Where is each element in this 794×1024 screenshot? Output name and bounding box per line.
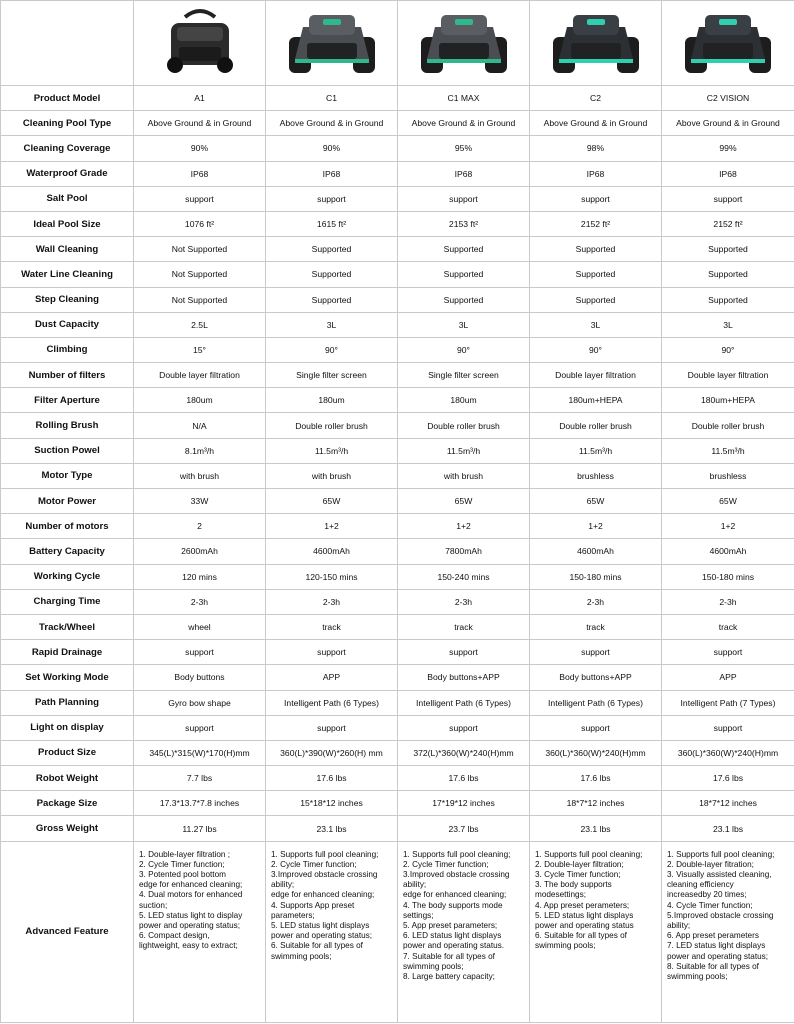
value-cell: track bbox=[398, 614, 530, 639]
feature-line: 3. Cycle Timer function; bbox=[535, 870, 621, 880]
value-cell: 23.7 lbs bbox=[398, 816, 530, 841]
row-battery-capacity bbox=[1, 539, 794, 564]
row-label: Dust Capacity bbox=[1, 312, 134, 337]
value-cell: Supported bbox=[266, 287, 398, 312]
row-label: Cleaning Coverage bbox=[1, 136, 134, 161]
value-cell: APP bbox=[266, 665, 398, 690]
value-cell: 1615 ft² bbox=[266, 211, 398, 236]
row-step-cleaning bbox=[1, 287, 794, 312]
value-cell: Body buttons bbox=[134, 665, 266, 690]
value-cell: support bbox=[398, 186, 530, 211]
value-cell: Double layer filtration bbox=[662, 363, 794, 388]
value-cell: 90° bbox=[398, 337, 530, 362]
row-rolling-brush bbox=[1, 413, 794, 438]
row-path-planning bbox=[1, 690, 794, 715]
value-cell: support bbox=[134, 715, 266, 740]
feature-line: 1. Double-layer filtration ; bbox=[139, 849, 231, 859]
value-cell: 90° bbox=[662, 337, 794, 362]
feature-line: 6. Compact design, bbox=[139, 931, 210, 941]
feature-line: ability; bbox=[271, 880, 295, 890]
value-cell: Intelligent Path (7 Types) bbox=[662, 690, 794, 715]
pool-robot-c1max-icon bbox=[409, 3, 519, 83]
feature-line: 8. Large battery capacity; bbox=[403, 972, 495, 982]
row-cleaning-pool-type bbox=[1, 111, 794, 136]
value-cell: 11.5m³/h bbox=[662, 438, 794, 463]
row-label: Advanced Feature bbox=[1, 841, 134, 1022]
row-ideal-pool-size bbox=[1, 211, 794, 236]
value-cell: 2152 ft² bbox=[530, 211, 662, 236]
feature-line: 7. LED status light displays bbox=[667, 941, 766, 951]
row-label: Product Size bbox=[1, 740, 134, 765]
pool-robot-c2vision-icon bbox=[673, 3, 783, 83]
product-image-cell bbox=[266, 1, 398, 86]
value-cell: 90% bbox=[266, 136, 398, 161]
value-cell: support bbox=[134, 186, 266, 211]
value-cell: Double roller brush bbox=[266, 413, 398, 438]
value-cell: 2.5L bbox=[134, 312, 266, 337]
value-cell: 17.6 lbs bbox=[662, 766, 794, 791]
value-cell: with brush bbox=[134, 463, 266, 488]
value-cell: Intelligent Path (6 Types) bbox=[398, 690, 530, 715]
row-climbing bbox=[1, 337, 794, 362]
value-cell: 95% bbox=[398, 136, 530, 161]
row-number-of-motors bbox=[1, 514, 794, 539]
row-label: Light on display bbox=[1, 715, 134, 740]
feature-line: 4. App preset perameters; bbox=[535, 900, 630, 910]
feature-line: 4. Supports App preset bbox=[271, 900, 355, 910]
value-cell: Supported bbox=[662, 262, 794, 287]
row-label: Track/Wheel bbox=[1, 614, 134, 639]
value-cell: 2-3h bbox=[530, 589, 662, 614]
row-label: Climbing bbox=[1, 337, 134, 362]
value-cell: Double roller brush bbox=[398, 413, 530, 438]
value-cell: 180um bbox=[266, 388, 398, 413]
row-label: Step Cleaning bbox=[1, 287, 134, 312]
value-cell: Intelligent Path (6 Types) bbox=[266, 690, 398, 715]
feature-line: swimming pools; bbox=[403, 961, 464, 971]
value-cell: 17.6 lbs bbox=[266, 766, 398, 791]
feature-line: edge for enhanced cleaning; bbox=[139, 880, 243, 890]
feature-line: 3.Improved obstacle crossing bbox=[271, 870, 378, 880]
row-label: Number of motors bbox=[1, 514, 134, 539]
value-cell: Supported bbox=[398, 287, 530, 312]
feature-line: 3. Potented pool bottom bbox=[139, 870, 226, 880]
value-cell: IP68 bbox=[266, 161, 398, 186]
value-cell: Above Ground & in Ground bbox=[134, 111, 266, 136]
feature-line: cleaning efficiency bbox=[667, 880, 734, 890]
product-image-cell bbox=[398, 1, 530, 86]
feature-line: edge for enhanced cleaning; bbox=[271, 890, 375, 900]
product-image-cell bbox=[134, 1, 266, 86]
advanced-feature-cell bbox=[134, 841, 266, 1022]
feature-line: power and operating status; bbox=[667, 951, 769, 961]
value-cell: track bbox=[530, 614, 662, 639]
row-motor-power bbox=[1, 489, 794, 514]
value-cell: support bbox=[662, 640, 794, 665]
value-cell: Supported bbox=[398, 237, 530, 262]
value-cell: 360(L)*390(W)*260(H) mm bbox=[266, 740, 398, 765]
row-set-working-mode bbox=[1, 665, 794, 690]
value-cell: track bbox=[662, 614, 794, 639]
value-cell: support bbox=[266, 186, 398, 211]
feature-line: settings; bbox=[403, 910, 434, 920]
value-cell: 1+2 bbox=[266, 514, 398, 539]
value-cell: Not Supported bbox=[134, 262, 266, 287]
value-cell: 65W bbox=[398, 489, 530, 514]
pool-robot-c1-icon bbox=[277, 3, 387, 83]
row-cleaning-coverage bbox=[1, 136, 794, 161]
feature-line: modesettings; bbox=[535, 890, 586, 900]
row-number-of-filters bbox=[1, 363, 794, 388]
value-cell: IP68 bbox=[530, 161, 662, 186]
value-cell: C1 bbox=[266, 86, 398, 111]
value-cell: 180um+HEPA bbox=[662, 388, 794, 413]
advanced-feature-cell bbox=[266, 841, 398, 1022]
value-cell: 120 mins bbox=[134, 564, 266, 589]
value-cell: 150-240 mins bbox=[398, 564, 530, 589]
value-cell: 372(L)*360(W)*240(H)mm bbox=[398, 740, 530, 765]
value-cell: support bbox=[266, 640, 398, 665]
value-cell: 11.27 lbs bbox=[134, 816, 266, 841]
value-cell: IP68 bbox=[398, 161, 530, 186]
value-cell: Double roller brush bbox=[662, 413, 794, 438]
feature-line: ability; bbox=[667, 921, 691, 931]
value-cell: 98% bbox=[530, 136, 662, 161]
feature-line: 2. Cycle Timer function; bbox=[139, 859, 225, 869]
row-waterproof-grade bbox=[1, 161, 794, 186]
value-cell: 2 bbox=[134, 514, 266, 539]
row-gross-weight bbox=[1, 816, 794, 841]
feature-line: 4. Cycle Timer function; bbox=[667, 900, 753, 910]
feature-line: 6. App preset perameters bbox=[667, 931, 759, 941]
row-label: Robot Weight bbox=[1, 766, 134, 791]
value-cell: 1+2 bbox=[398, 514, 530, 539]
value-cell: 17.6 lbs bbox=[530, 766, 662, 791]
value-cell: Supported bbox=[266, 237, 398, 262]
value-cell: support bbox=[398, 715, 530, 740]
value-cell: Double roller brush bbox=[530, 413, 662, 438]
value-cell: Above Ground & in Ground bbox=[266, 111, 398, 136]
row-label: Rapid Drainage bbox=[1, 640, 134, 665]
pool-robot-c2-icon bbox=[541, 3, 651, 83]
row-advanced-feature bbox=[1, 841, 794, 1022]
row-label: Charging Time bbox=[1, 589, 134, 614]
value-cell: 2153 ft² bbox=[398, 211, 530, 236]
row-working-cycle bbox=[1, 564, 794, 589]
value-cell: 1+2 bbox=[662, 514, 794, 539]
feature-line: suction; bbox=[139, 900, 168, 910]
row-label: Package Size bbox=[1, 791, 134, 816]
row-suction-powel bbox=[1, 438, 794, 463]
feature-line: 6. Suitable for all types of bbox=[535, 931, 627, 941]
row-label: Salt Pool bbox=[1, 186, 134, 211]
row-label: Product Model bbox=[1, 86, 134, 111]
value-cell: support bbox=[134, 640, 266, 665]
feature-line: 5. LED status light to display bbox=[139, 910, 243, 920]
feature-line: 6. LED status light displays bbox=[403, 931, 502, 941]
value-cell: 2-3h bbox=[266, 589, 398, 614]
row-product-model bbox=[1, 86, 794, 111]
feature-line: 1. Supports full pool cleaning; bbox=[271, 849, 379, 859]
row-water-line-cleaning bbox=[1, 262, 794, 287]
value-cell: IP68 bbox=[662, 161, 794, 186]
value-cell: C2 bbox=[530, 86, 662, 111]
feature-line: 1. Supports full pool cleaning; bbox=[535, 849, 643, 859]
value-cell: APP bbox=[662, 665, 794, 690]
advanced-feature-cell bbox=[398, 841, 530, 1022]
row-label: Water Line Cleaning bbox=[1, 262, 134, 287]
value-cell: 8.1m³/h bbox=[134, 438, 266, 463]
row-track-wheel bbox=[1, 614, 794, 639]
value-cell: A1 bbox=[134, 86, 266, 111]
value-cell: 11.5m³/h bbox=[398, 438, 530, 463]
feature-line: swimming pools; bbox=[667, 972, 728, 982]
value-cell: Body buttons+APP bbox=[398, 665, 530, 690]
corner-cell bbox=[1, 1, 134, 86]
row-label: Gross Weight bbox=[1, 816, 134, 841]
value-cell: Supported bbox=[530, 287, 662, 312]
feature-line: 2. Cycle Timer function; bbox=[403, 859, 489, 869]
feature-line: 2. Double-layer filtration; bbox=[535, 859, 624, 869]
value-cell: 3L bbox=[398, 312, 530, 337]
value-cell: brushless bbox=[530, 463, 662, 488]
value-cell: Intelligent Path (6 Types) bbox=[530, 690, 662, 715]
row-label: Waterproof Grade bbox=[1, 161, 134, 186]
value-cell: 7800mAh bbox=[398, 539, 530, 564]
feature-line: increasedby 20 times; bbox=[667, 890, 747, 900]
value-cell: 150-180 mins bbox=[530, 564, 662, 589]
value-cell: 2-3h bbox=[662, 589, 794, 614]
value-cell: 23.1 lbs bbox=[266, 816, 398, 841]
feature-line: 5. LED status light displays bbox=[535, 910, 634, 920]
value-cell: with brush bbox=[266, 463, 398, 488]
value-cell: Gyro bow shape bbox=[134, 690, 266, 715]
value-cell: 4600mAh bbox=[662, 539, 794, 564]
value-cell: 4600mAh bbox=[530, 539, 662, 564]
feature-line: 1. Supports full pool cleaning; bbox=[667, 849, 775, 859]
feature-line: ability; bbox=[403, 880, 427, 890]
value-cell: 90° bbox=[266, 337, 398, 362]
pool-robot-a1-icon bbox=[145, 3, 255, 83]
feature-line: swimming pools; bbox=[271, 951, 332, 961]
value-cell: 1+2 bbox=[530, 514, 662, 539]
value-cell: Not Supported bbox=[134, 287, 266, 312]
value-cell: 33W bbox=[134, 489, 266, 514]
row-robot-weight bbox=[1, 766, 794, 791]
product-image-cell bbox=[530, 1, 662, 86]
row-motor-type bbox=[1, 463, 794, 488]
value-cell: Double layer filtration bbox=[530, 363, 662, 388]
value-cell: support bbox=[662, 715, 794, 740]
feature-line: 5. App preset parameters; bbox=[403, 921, 498, 931]
value-cell: support bbox=[530, 640, 662, 665]
value-cell: 345(L)*315(W)*170(H)mm bbox=[134, 740, 266, 765]
row-label: Path Planning bbox=[1, 690, 134, 715]
value-cell: 99% bbox=[662, 136, 794, 161]
value-cell: with brush bbox=[398, 463, 530, 488]
feature-line: 8. Suitable for all types of bbox=[667, 961, 759, 971]
value-cell: brushless bbox=[662, 463, 794, 488]
value-cell: 150-180 mins bbox=[662, 564, 794, 589]
row-label: Set Working Mode bbox=[1, 665, 134, 690]
value-cell: Double layer filtration bbox=[134, 363, 266, 388]
feature-line: 6. Suitable for all types of bbox=[271, 941, 363, 951]
feature-line: power and operating status bbox=[535, 921, 634, 931]
value-cell: 23.1 lbs bbox=[530, 816, 662, 841]
feature-line: power and operating status. bbox=[403, 941, 505, 951]
feature-line: 2. Double-layer fitration; bbox=[667, 859, 754, 869]
feature-line: parameters; bbox=[271, 910, 315, 920]
row-product-size bbox=[1, 740, 794, 765]
feature-line: power and operating status; bbox=[271, 931, 373, 941]
feature-line: power and operating status; bbox=[139, 921, 241, 931]
value-cell: 1076 ft² bbox=[134, 211, 266, 236]
value-cell: 17.6 lbs bbox=[398, 766, 530, 791]
feature-line: 5. LED status light displays bbox=[271, 921, 370, 931]
row-package-size bbox=[1, 791, 794, 816]
value-cell: IP68 bbox=[134, 161, 266, 186]
value-cell: 2-3h bbox=[134, 589, 266, 614]
value-cell: 65W bbox=[662, 489, 794, 514]
value-cell: 2152 ft² bbox=[662, 211, 794, 236]
row-salt-pool bbox=[1, 186, 794, 211]
value-cell: 3L bbox=[266, 312, 398, 337]
value-cell: 65W bbox=[266, 489, 398, 514]
value-cell: 90° bbox=[530, 337, 662, 362]
row-label: Wall Cleaning bbox=[1, 237, 134, 262]
value-cell: Above Ground & in Ground bbox=[398, 111, 530, 136]
value-cell: Supported bbox=[530, 237, 662, 262]
value-cell: Single filter screen bbox=[398, 363, 530, 388]
product-image-row bbox=[1, 1, 794, 86]
feature-line: 2. Cycle Timer function; bbox=[271, 859, 357, 869]
value-cell: 2-3h bbox=[398, 589, 530, 614]
feature-line: 3. The body supports bbox=[535, 880, 612, 890]
value-cell: 4600mAh bbox=[266, 539, 398, 564]
value-cell: 360(L)*360(W)*240(H)mm bbox=[662, 740, 794, 765]
row-label: Ideal Pool Size bbox=[1, 211, 134, 236]
value-cell: support bbox=[662, 186, 794, 211]
row-label: Rolling Brush bbox=[1, 413, 134, 438]
feature-line: edge for enhanced cleaning; bbox=[403, 890, 507, 900]
value-cell: support bbox=[398, 640, 530, 665]
row-light-on-display bbox=[1, 715, 794, 740]
value-cell: Supported bbox=[530, 262, 662, 287]
value-cell: track bbox=[266, 614, 398, 639]
row-charging-time bbox=[1, 589, 794, 614]
value-cell: Single filter screen bbox=[266, 363, 398, 388]
value-cell: Above Ground & in Ground bbox=[530, 111, 662, 136]
feature-line: 3. Visually assisted cleaning, bbox=[667, 870, 772, 880]
product-image-cell bbox=[662, 1, 794, 86]
value-cell: 360(L)*360(W)*240(H)mm bbox=[530, 740, 662, 765]
value-cell: 90% bbox=[134, 136, 266, 161]
value-cell: Supported bbox=[266, 262, 398, 287]
value-cell: Body buttons+APP bbox=[530, 665, 662, 690]
feature-line: 4. The body supports mode bbox=[403, 900, 503, 910]
value-cell: 15° bbox=[134, 337, 266, 362]
value-cell: 180um+HEPA bbox=[530, 388, 662, 413]
feature-line: 3.Improved obstacle crossing bbox=[403, 870, 510, 880]
value-cell: 11.5m³/h bbox=[266, 438, 398, 463]
feature-line: 7. Suitable for all types of bbox=[403, 951, 495, 961]
value-cell: 2600mAh bbox=[134, 539, 266, 564]
value-cell: 17*19*12 inches bbox=[398, 791, 530, 816]
value-cell: 17.3*13.7*7.8 inches bbox=[134, 791, 266, 816]
value-cell: 180um bbox=[398, 388, 530, 413]
value-cell: 3L bbox=[530, 312, 662, 337]
feature-line: 4. Dual motors for enhanced bbox=[139, 890, 243, 900]
value-cell: support bbox=[266, 715, 398, 740]
value-cell: 7.7 lbs bbox=[134, 766, 266, 791]
row-label: Suction Powel bbox=[1, 438, 134, 463]
value-cell: N/A bbox=[134, 413, 266, 438]
value-cell: 18*7*12 inches bbox=[530, 791, 662, 816]
value-cell: Supported bbox=[662, 237, 794, 262]
value-cell: 180um bbox=[134, 388, 266, 413]
value-cell: 15*18*12 inches bbox=[266, 791, 398, 816]
row-filter-aperture bbox=[1, 388, 794, 413]
advanced-feature-cell bbox=[530, 841, 662, 1022]
value-cell: 11.5m³/h bbox=[530, 438, 662, 463]
row-rapid-drainage bbox=[1, 640, 794, 665]
value-cell: Not Supported bbox=[134, 237, 266, 262]
feature-line: lightweight, easy to extract; bbox=[139, 941, 238, 951]
value-cell: 23.1 lbs bbox=[662, 816, 794, 841]
value-cell: Supported bbox=[662, 287, 794, 312]
value-cell: 120-150 mins bbox=[266, 564, 398, 589]
value-cell: 65W bbox=[530, 489, 662, 514]
value-cell: Above Ground & in Ground bbox=[662, 111, 794, 136]
row-label: Motor Power bbox=[1, 489, 134, 514]
value-cell: C2 VISION bbox=[662, 86, 794, 111]
advanced-feature-cell bbox=[662, 841, 794, 1022]
value-cell: support bbox=[530, 715, 662, 740]
feature-line: swimming pools; bbox=[535, 941, 596, 951]
feature-line: 1. Supports full pool cleaning; bbox=[403, 849, 511, 859]
row-label: Cleaning Pool Type bbox=[1, 111, 134, 136]
value-cell: wheel bbox=[134, 614, 266, 639]
feature-line: 5.Improved obstacle crossing bbox=[667, 910, 774, 920]
row-dust-capacity bbox=[1, 312, 794, 337]
row-label: Filter Aperture bbox=[1, 388, 134, 413]
row-label: Motor Type bbox=[1, 463, 134, 488]
row-label: Battery Capacity bbox=[1, 539, 134, 564]
row-wall-cleaning bbox=[1, 237, 794, 262]
value-cell: C1 MAX bbox=[398, 86, 530, 111]
row-label: Working Cycle bbox=[1, 564, 134, 589]
value-cell: support bbox=[530, 186, 662, 211]
value-cell: 18*7*12 inches bbox=[662, 791, 794, 816]
value-cell: Supported bbox=[398, 262, 530, 287]
row-label: Number of filters bbox=[1, 363, 134, 388]
value-cell: 3L bbox=[662, 312, 794, 337]
